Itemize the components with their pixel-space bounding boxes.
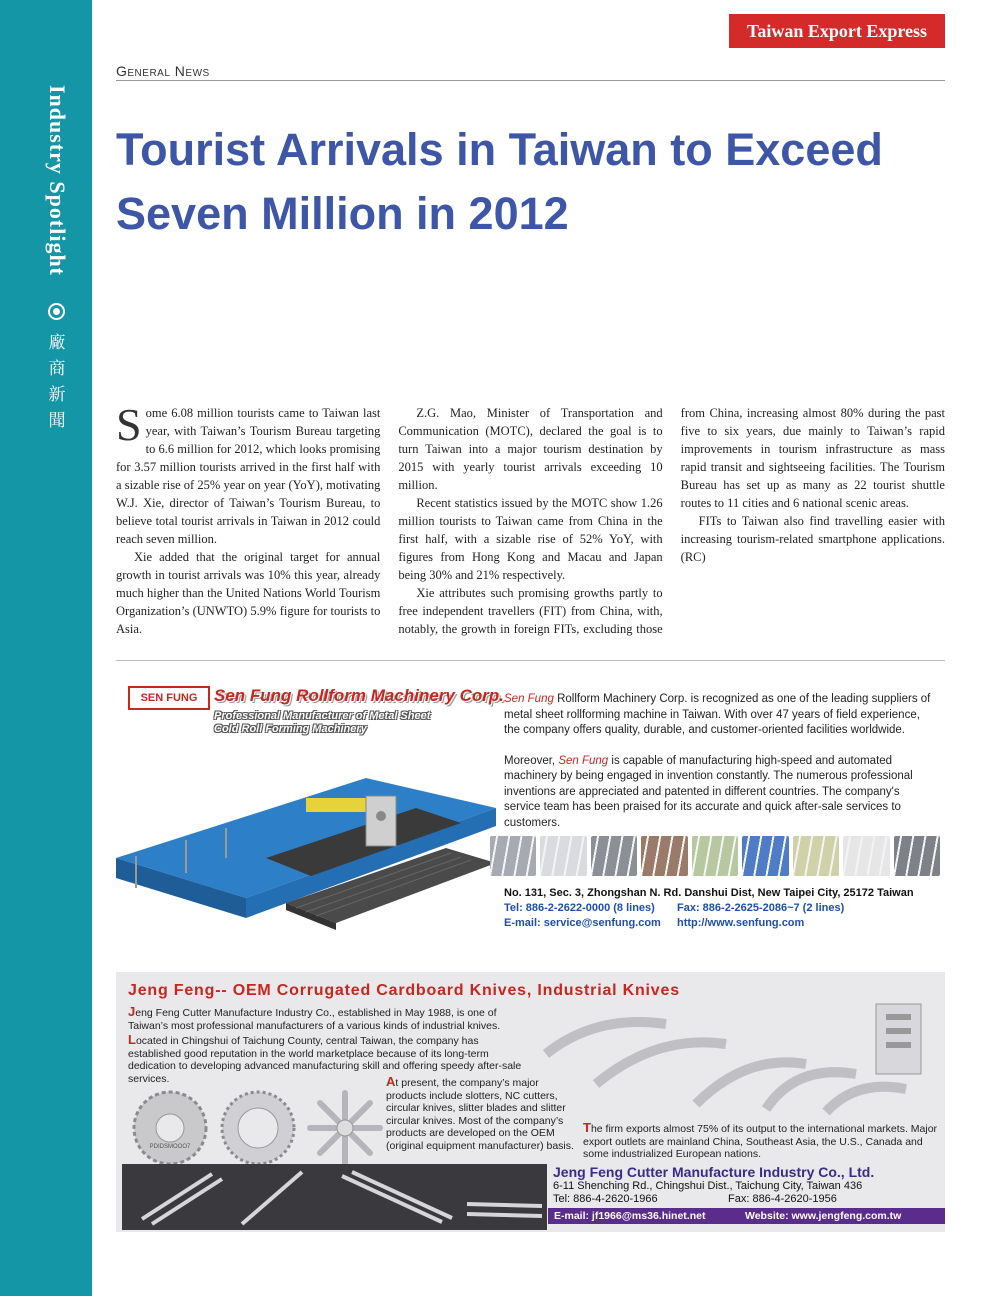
senfung-website-link[interactable]: http://www.senfung.com bbox=[677, 917, 805, 929]
brand-name: Sen Fung bbox=[558, 754, 609, 767]
sidebar-title: Industry Spotlight bbox=[45, 85, 70, 277]
jengfeng-phone-row bbox=[553, 1193, 862, 1206]
senfung-paragraph bbox=[504, 692, 934, 739]
tagline-line: Cold Roll Forming Machinery bbox=[214, 723, 367, 735]
paragraph-text: t present, the company’s major products include slotters, NC cutters, circular knives, slitter blades and slitter circular knives. Most of the company’s products are developed on the OEM (original equipment manufacturer) basis. bbox=[386, 1077, 574, 1152]
initial-letter: A bbox=[386, 1074, 396, 1089]
jengfeng-web-bar bbox=[548, 1208, 945, 1224]
initial-letter: J bbox=[128, 1004, 136, 1019]
jengfeng-paragraph-4 bbox=[583, 1122, 943, 1161]
paragraph-text: ocated in Chingshui of Taichung County, central Taiwan, the company has established good reputation in the world marketplace because of its long-term dedication to developing advanced manufacturing skill and offering speedy after-sale services. bbox=[128, 1035, 522, 1085]
senfung-logo: SEN FUNG bbox=[128, 686, 210, 710]
article-paragraph: Z.G. Mao, Minister of Transportation and Communication (MOTC), declared the goal is to turn Taiwan into a major tourism destination by 2015 with yearly tourist arrivals exceeding 10 million. bbox=[398, 406, 663, 492]
jengfeng-address: 6-11 Shenching Rd., Chingshui Dist., Taichung City, Taiwan 436 bbox=[553, 1180, 863, 1192]
metal-sheet-sample bbox=[894, 836, 940, 876]
cjk-char: 聞 bbox=[48, 411, 66, 431]
senfung-description bbox=[504, 692, 934, 846]
sidebar-cjk-label bbox=[47, 330, 67, 434]
senfung-web-row bbox=[504, 916, 914, 931]
metal-sheet-sample bbox=[490, 836, 536, 876]
article-headline bbox=[116, 118, 946, 246]
senfung-advertisement bbox=[116, 676, 945, 940]
jengfeng-advertisement bbox=[116, 972, 945, 1232]
headline-line-2: Seven Million in 2012 bbox=[116, 188, 569, 239]
article-divider bbox=[116, 660, 945, 661]
straight-knives-image bbox=[122, 1164, 547, 1230]
senfung-paragraph bbox=[504, 754, 934, 832]
metal-sheet-sample bbox=[692, 836, 738, 876]
jengfeng-headline: Jeng Feng-- OEM Corrugated Cardboard Knives, Industrial Knives bbox=[128, 982, 680, 999]
drop-cap: S bbox=[116, 399, 142, 450]
senfung-email-link[interactable]: E-mail: service@senfung.com bbox=[504, 917, 661, 929]
circular-blades-image bbox=[130, 1088, 390, 1168]
paragraph-text: is capable of manufacturing high-speed and automated machinery by being engaged in invention constantly. The numerous professional inventions are appreciated and patented in different countries. The company's service team has been praised for its accurate and quick after-sale services to customers. bbox=[504, 754, 913, 829]
paragraph-text: Moreover, bbox=[504, 754, 559, 767]
article-paragraph: Recent statistics issued by the MOTC show 1.26 million tourists to Taiwan came from China in the first half, with a sizable rise of 52% YoY, with figures from Hong Kong and Macau and Japan being 30% and 21% respectively. bbox=[398, 496, 663, 582]
metal-sheet-sample bbox=[641, 836, 687, 876]
jengfeng-contact bbox=[553, 1180, 862, 1206]
metal-sheet-sample bbox=[793, 836, 839, 876]
publication-tab: Taiwan Export Express bbox=[729, 14, 945, 48]
jengfeng-tel: Tel: 886-4-2620-1966 bbox=[553, 1193, 658, 1205]
paragraph-text: Rollform Machinery Corp. is recognized as one of the leading suppliers of metal sheet rollforming machine in Taiwan. With over 47 years of field experience, the company offers quality, durable, and customer-oriented facilities worldwide. bbox=[504, 693, 931, 736]
senfung-tagline bbox=[214, 710, 430, 736]
cjk-char: 商 bbox=[48, 359, 66, 379]
paragraph-text: eng Feng Cutter Manufacture Industry Co., established in May 1988, is one of Taiwan’s most professional manufacturers of a various kinds of industrial knives. bbox=[128, 1007, 501, 1032]
section-label: General News bbox=[116, 63, 210, 79]
jengfeng-company-name: Jeng Feng Cutter Manufacture Industry Co., Ltd. bbox=[553, 1164, 875, 1180]
metal-sheet-samples bbox=[490, 836, 940, 878]
senfung-phone-row bbox=[504, 901, 914, 916]
section-divider bbox=[116, 80, 945, 81]
senfung-address: No. 131, Sec. 3, Zhongshan N. Rd. Danshui Dist, New Taipei City, 25172 Taiwan bbox=[504, 887, 914, 899]
senfung-fax: Fax: 886-2-2625-2086~7 (2 lines) bbox=[677, 902, 845, 914]
initial-letter: L bbox=[128, 1032, 136, 1047]
rollform-machine-illustration bbox=[116, 738, 496, 938]
blade-label: PDIDSMOOO7 bbox=[149, 1144, 191, 1150]
arc-knives-image bbox=[536, 994, 941, 1119]
metal-sheet-sample bbox=[742, 836, 788, 876]
jengfeng-fax: Fax: 886-4-2620-1956 bbox=[728, 1193, 837, 1205]
article-body bbox=[116, 399, 945, 644]
senfung-contact bbox=[504, 886, 914, 931]
metal-sheet-sample bbox=[843, 836, 889, 876]
article-paragraph: Xie attributes such promising growths partly to free independent travellers (FIT) from China, with, notably, the growth in foreign FITs, excluding those from China, increasing almost 80% during the past five to six years, due mainly to Taiwan’s rapid improvements in tourism infrastructure as mass rapid transit and sightseeing facilities. The Tourism Bureau has set up as many as 22 tourist shuttle routes to 11 cities and 6 national scenic areas. bbox=[398, 406, 945, 636]
tagline-line: Professional Manufacturer of Metal Sheet bbox=[214, 710, 431, 722]
article-paragraph: FITs to Taiwan also find travelling easier with increasing tourism-related smartphone applications. (RC) bbox=[680, 514, 945, 564]
senfung-company-name: Sen Fung Rollform Machinery Corp. bbox=[214, 686, 504, 705]
metal-sheet-sample bbox=[540, 836, 586, 876]
metal-sheet-sample bbox=[591, 836, 637, 876]
jengfeng-website-link[interactable]: Website: www.jengfeng.com.tw bbox=[745, 1210, 902, 1222]
sidebar-band bbox=[0, 0, 92, 1296]
bullseye-icon bbox=[48, 303, 65, 320]
senfung-tel: Tel: 886-2-2622-0000 (8 lines) bbox=[504, 902, 655, 914]
headline-line-1: Tourist Arrivals in Taiwan to Exceed bbox=[116, 124, 883, 175]
initial-letter: T bbox=[583, 1120, 591, 1135]
cjk-char: 廠 bbox=[48, 333, 66, 353]
jengfeng-paragraph-1 bbox=[128, 1006, 538, 1032]
article-paragraph bbox=[116, 399, 381, 548]
paragraph-text: he firm exports almost 75% of its output to the international markets. Major export outlets are mainland China, Southeast Asia, the U.S., Canada and some industrialized European nations. bbox=[583, 1123, 938, 1160]
paragraph-text: ome 6.08 million tourists came to Taiwan last year, with Taiwan’s Tourism Bureau targeting to 6.6 million for 2012, which looks promising for 3.57 million tourists arrived in the first half with a sizable rise of 25% year on year (YoY), motivating W.J. Xie, director of Taiwan’s Tourism Bureau, to believe total tourist arrivals in Taiwan in 2012 could reach seven million. bbox=[116, 406, 381, 546]
cjk-char: 新 bbox=[48, 385, 66, 405]
article-paragraph: Xie added that the original target for annual growth in tourist arrivals was 10% this year, already much higher than the United Nations World Tourism Organization’s (UNWTO) 5.9% figure for tourists to Asia. bbox=[116, 550, 381, 636]
brand-name: Sen Fung bbox=[504, 693, 554, 705]
jengfeng-email-link[interactable]: E-mail: jf1966@ms36.hinet.net bbox=[554, 1210, 706, 1222]
